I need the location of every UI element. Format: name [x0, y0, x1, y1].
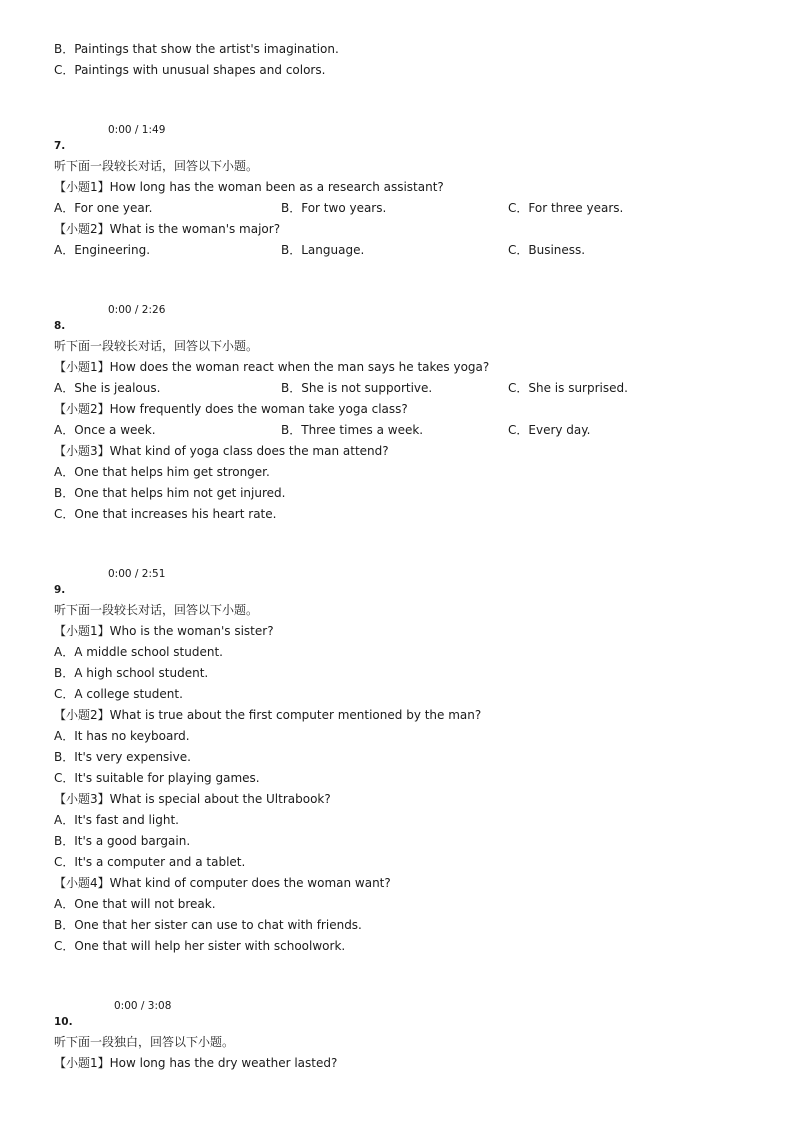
q7-sub1-stem: 【小题1】How long has the woman been as a research assistant?	[54, 180, 444, 194]
q7-sub1-option-a: A．For one year.	[54, 201, 153, 215]
q10-number: 10.	[54, 1016, 73, 1028]
q10-sub1-stem: 【小题1】How long has the dry weather lasted?	[54, 1056, 338, 1070]
q7-sub2-option-a: A．Engineering.	[54, 243, 151, 257]
q9-sub4-option-b: B．One that her sister can use to chat with friends.	[54, 918, 362, 932]
q9-sub4-option-a: A．One that will not break.	[54, 897, 216, 911]
q9-sub2-stem: 【小题2】What is true about the first computer mentioned by the man?	[54, 708, 482, 722]
q8-instruction: 听下面一段较长对话，回答以下小题。	[54, 339, 259, 353]
q9-sub4-stem: 【小题4】What kind of computer does the woman want?	[54, 876, 391, 890]
q7-sub2-stem: 【小题2】What is the woman's major?	[54, 222, 281, 236]
q8-sub1-option-c: C．She is surprised.	[508, 381, 628, 395]
q8-sub2-option-b: B．Three times a week.	[281, 423, 424, 437]
q9-sub2-option-c: C．It's suitable for playing games.	[54, 771, 260, 785]
q7-sub2-option-c: C．Business.	[508, 243, 586, 257]
q6-option-c: C．Paintings with unusual shapes and colors.	[54, 63, 326, 77]
q9-sub3-option-b: B．It's a good bargain.	[54, 834, 191, 848]
q8-sub3-stem: 【小题3】What kind of yoga class does the man attend?	[54, 444, 389, 458]
q9-sub3-option-c: C．It's a computer and a tablet.	[54, 855, 246, 869]
q9-sub3-stem: 【小题3】What is special about the Ultrabook?	[54, 792, 331, 806]
q9-sub1-option-b: B．A high school student.	[54, 666, 209, 680]
q9-sub2-option-a: A．It has no keyboard.	[54, 729, 190, 743]
q7-sub1-option-c: C．For three years.	[508, 201, 624, 215]
q9-number: 9.	[54, 584, 66, 596]
q8-sub2-option-a: A．Once a week.	[54, 423, 156, 437]
q9-sub4-option-c: C．One that will help her sister with schoolwork.	[54, 939, 346, 953]
q9-sub1-option-a: A．A middle school student.	[54, 645, 223, 659]
q7-number: 7.	[54, 140, 66, 152]
q9-instruction: 听下面一段较长对话，回答以下小题。	[54, 603, 259, 617]
q8-sub1-stem: 【小题1】How does the woman react when the man says he takes yoga?	[54, 360, 490, 374]
q7-audio-player[interactable]: 0:00 / 1:49	[108, 124, 166, 136]
q9-sub2-option-b: B．It's very expensive.	[54, 750, 191, 764]
q8-sub3-option-b: B．One that helps him not get injured.	[54, 486, 286, 500]
q8-audio-player[interactable]: 0:00 / 2:26	[108, 304, 166, 316]
q8-sub1-option-a: A．She is jealous.	[54, 381, 161, 395]
q10-audio-player[interactable]: 0:00 / 3:08	[114, 1000, 172, 1012]
q7-sub2-option-b: B．Language.	[281, 243, 365, 257]
q8-sub2-stem: 【小题2】How frequently does the woman take yoga class?	[54, 402, 408, 416]
q9-sub1-option-c: C．A college student.	[54, 687, 183, 701]
q6-option-b: B．Paintings that show the artist's imagination.	[54, 42, 339, 56]
q8-sub1-option-b: B．She is not supportive.	[281, 381, 433, 395]
q10-instruction: 听下面一段独白，回答以下小题。	[54, 1035, 235, 1049]
q9-audio-player[interactable]: 0:00 / 2:51	[108, 568, 166, 580]
q8-number: 8.	[54, 320, 66, 332]
q7-sub1-option-b: B．For two years.	[281, 201, 387, 215]
q8-sub2-option-c: C．Every day.	[508, 423, 591, 437]
q8-sub3-option-c: C．One that increases his heart rate.	[54, 507, 277, 521]
q9-sub3-option-a: A．It's fast and light.	[54, 813, 179, 827]
q8-sub3-option-a: A．One that helps him get stronger.	[54, 465, 270, 479]
q7-instruction: 听下面一段较长对话，回答以下小题。	[54, 159, 259, 173]
q9-sub1-stem: 【小题1】Who is the woman's sister?	[54, 624, 274, 638]
